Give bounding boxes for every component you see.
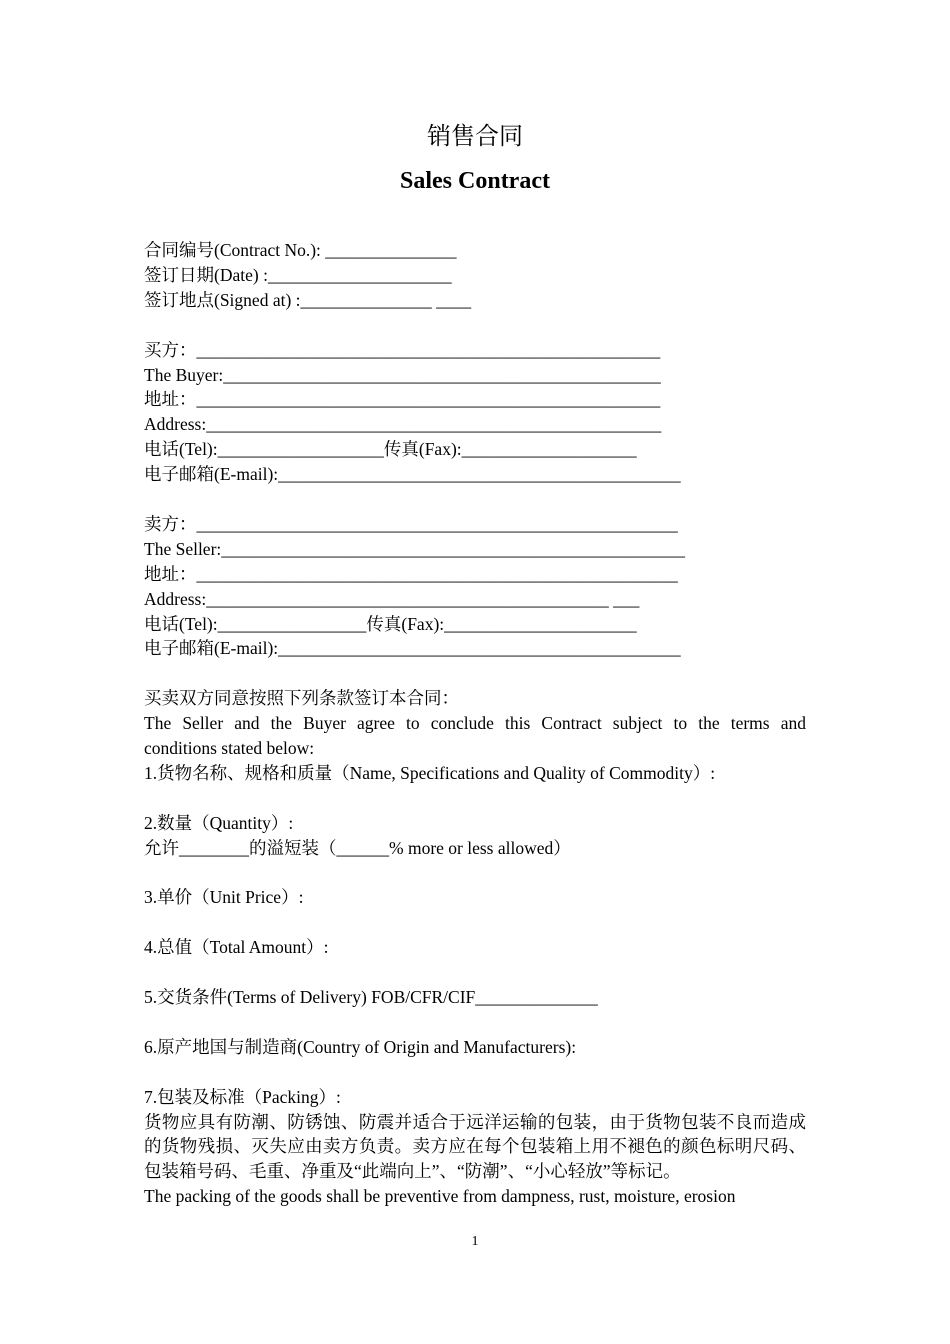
clause-5-delivery: 5.交货条件(Terms of Delivery) FOB/CFR/CIF______________ xyxy=(144,987,598,1008)
agreement-en-line-2: conditions stated below: xyxy=(144,738,315,759)
agreement-cn: 买卖双方同意按照下列条款签订本合同： xyxy=(144,688,459,709)
seller-email-line: 电子邮箱(E-mail):______________________________________________ xyxy=(144,638,681,659)
buyer-cn-line: 买方：_____________________________________________________ xyxy=(144,339,661,360)
clause-1-commodity: 1.货物名称、规格和质量（Name, Specifications and Quality of Commodity）: xyxy=(144,762,716,783)
date-line: 签订日期(Date) :_____________________ xyxy=(144,264,452,285)
seller-tel-fax-line: 电话(Tel):_________________传真(Fax):______________________ xyxy=(144,613,637,634)
signed-at-line: 签订地点(Signed at) :_______________ ____ xyxy=(144,289,472,310)
seller-en-line: The Seller:_____________________________________________________ xyxy=(144,538,686,559)
seller-address-en-line: Address:______________________________________________ ___ xyxy=(144,588,640,609)
clause-2-tolerance: 允许________的溢短装（______% more or less allowed） xyxy=(144,837,571,858)
seller-address-cn-line: 地址：_______________________________________________________ xyxy=(144,563,678,584)
seller-cn-line: 卖方：_______________________________________________________ xyxy=(144,513,678,534)
clause-7-packing: 7.包装及标准（Packing）: xyxy=(144,1086,341,1107)
contract-body xyxy=(144,238,806,1209)
title-english: Sales Contract xyxy=(400,168,550,194)
clause-7-packing-en-text: The packing of the goods shall be preventive from dampness, rust, moisture, erosion xyxy=(144,1186,736,1207)
clause-3-unit-price: 3.单价（Unit Price）: xyxy=(144,887,304,908)
title-chinese: 销售合同 xyxy=(427,122,523,150)
agreement-en-line-1: The Seller and the Buyer agree to conclude this Contract subject to the terms and xyxy=(144,713,806,734)
clause-6-origin: 6.原产地国与制造商(Country of Origin and Manufacturers): xyxy=(144,1036,577,1057)
page-number: 1 xyxy=(471,1234,479,1249)
clause-2-quantity: 2.数量（Quantity）: xyxy=(144,812,294,833)
buyer-email-line: 电子邮箱(E-mail):______________________________________________ xyxy=(144,464,681,485)
buyer-address-en-line: Address:____________________________________________________ xyxy=(144,414,662,435)
buyer-en-line: The Buyer:__________________________________________________ xyxy=(144,364,661,385)
clause-4-total-amount: 4.总值（Total Amount）: xyxy=(144,937,329,958)
buyer-address-cn-line: 地址：_____________________________________________________ xyxy=(144,389,661,410)
buyer-tel-fax-line: 电话(Tel):___________________传真(Fax):____________________ xyxy=(144,439,637,460)
clause-7-packing-cn-text: 货物应具有防潮、防锈蚀、防震并适合于远洋运输的包装，由于货物包装不良而造成的货物残损、灭失应由卖方负责。卖方应在每个包装箱上用不褪色的颜色标明尺码、包装箱号码、毛重、净重及“此端向上”、“防潮”、“小心轻放”等标记。 xyxy=(144,1111,806,1182)
contract-number-line: 合同编号(Contract No.): _______________ xyxy=(144,240,457,260)
